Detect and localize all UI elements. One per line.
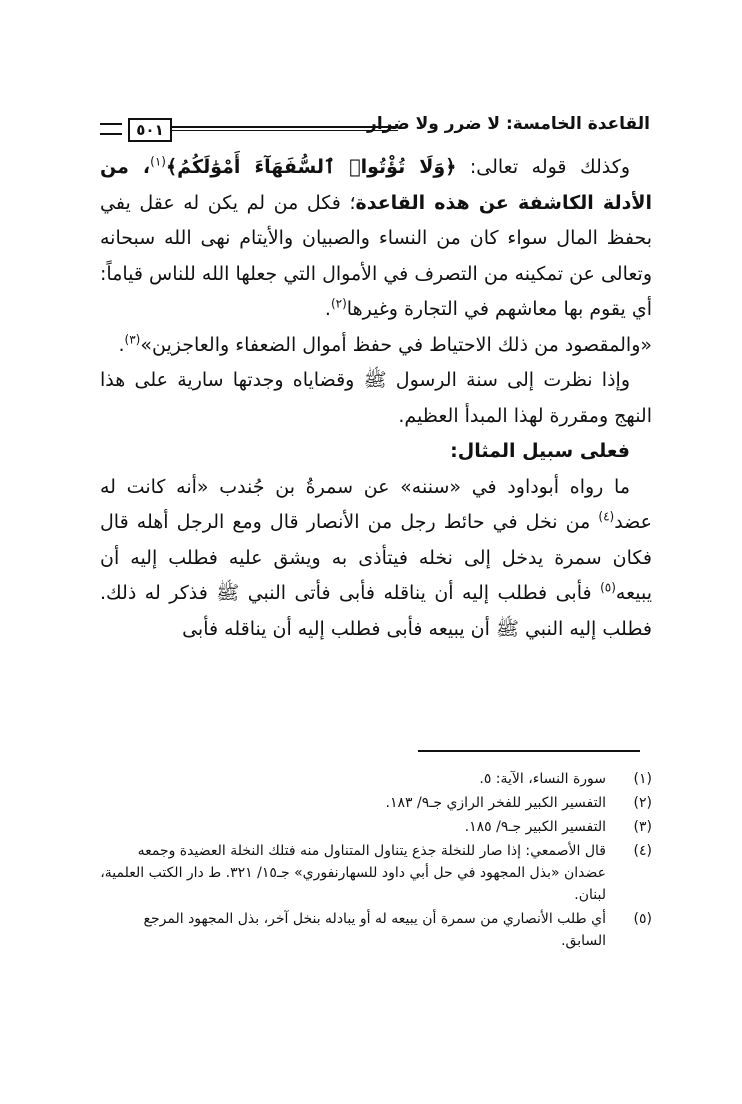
footnotes: [100, 768, 652, 954]
paragraph: [100, 470, 652, 648]
footnote: [100, 840, 652, 906]
footnote: [100, 768, 652, 790]
footnote: [100, 908, 652, 952]
chapter-title: القاعدة الخامسة: لا ضرر ولا ضرار: [367, 114, 650, 134]
footnote-number: (٢): [633, 795, 652, 811]
text-run: ؛ فكل من لم يكن له عقل يفي بحفظ المال سواء كان من النساء والصبيان والأيتام نهى الله سبحانه وتعالى عن تمكينه من التصرف في الأموال التي جعلها الله للناس قياماً: أي يقوم بها معاشهم في التجارة وغيرها: [100, 191, 652, 320]
running-header: [100, 106, 650, 146]
text-run: .: [118, 333, 125, 356]
text-run: ما رواه أبوداود في «سننه» عن سمرةُ بن جُندب «أنه كانت له عضد: [100, 475, 652, 533]
text-run-bold: ، من الأدلة الكاشفة عن هذه القاعدة: [100, 156, 653, 214]
footnote-ref: (٣): [124, 332, 141, 347]
paragraph: [100, 150, 652, 328]
footnote-ref: (٢): [330, 296, 347, 311]
footnote-number: (٥): [633, 911, 652, 927]
paragraph: [100, 363, 652, 434]
footnote-number: (١): [633, 771, 652, 787]
footnote-number: (٣): [633, 819, 652, 835]
footnote-text: التفسير الكبير جـ٩/ ١٨٥.: [464, 819, 606, 835]
text-run: وكذلك قوله تعالى:: [456, 156, 630, 178]
footnote-text: التفسير الكبير للفخر الرازي جـ٩/ ١٨٣.: [385, 795, 606, 811]
header-rule: [170, 126, 398, 128]
text-run: فأبى فطلب إليه أن يناقله فأبى فأتى النبي ﷺ فذكر له ذلك. فطلب إليه النبي ﷺ أن يبيعه فأبى فطلب إليه أن يناقله فأبى: [100, 582, 652, 640]
footnote-text: سورة النساء، الآية: ٥.: [479, 771, 606, 787]
footnote-ref: (١): [150, 154, 166, 169]
subheading: فعلى سبيل المثال:: [450, 440, 630, 462]
page-number-ornament: [100, 123, 122, 135]
text-run: من نخل في حائط رجل من الأنصار قال ومع الرجل أهله قال فكان سمرة يدخل إلى نخله فيتأذى به ويشق عليه فطلب إليه أن يبيعه: [100, 511, 652, 604]
footnote-ref: (٤): [598, 509, 615, 524]
footnote-number: (٤): [633, 843, 652, 859]
page-number: ٥٠١: [128, 118, 172, 142]
header-rule-thin: [170, 130, 398, 131]
footnote-text: أي طلب الأنصاري من سمرة أن يبيعه له أو يبادله بنخل آخر، بذل المجهود المرجع السابق.: [143, 911, 606, 949]
text-run: .: [324, 298, 331, 320]
footnote: [100, 816, 652, 838]
quran-verse: ﴿وَلَا تُؤْتُوا۟ ٱلسُّفَهَآءَ أَمْوَٰلَكُمُ﴾: [165, 156, 457, 178]
text-run: وإذا نظرت إلى سنة الرسول ﷺ وقضاياه وجدتها سارية على هذا النهج ومقررة لهذا المبدأ العظيم.: [100, 369, 652, 427]
main-text: [100, 150, 652, 647]
footnote-separator: [418, 750, 640, 752]
paragraph: [100, 328, 652, 364]
footnote: [100, 792, 652, 814]
footnote-ref: (٥): [600, 580, 616, 595]
quotation: «والمقصود من ذلك الاحتياط في حفظ أموال الضعفاء والعاجزين»: [140, 333, 652, 356]
footnote-text: قال الأصمعي: إذا صار للنخلة جذع يتناول المتناول منه فتلك النخلة العضيدة وجمعه عضدان «بذل المجهود في حل أبي داود للسهارنفوري» جـ١٥/ ٣٢١. ط دار الكتب العلمية، لبنان.: [100, 843, 606, 903]
